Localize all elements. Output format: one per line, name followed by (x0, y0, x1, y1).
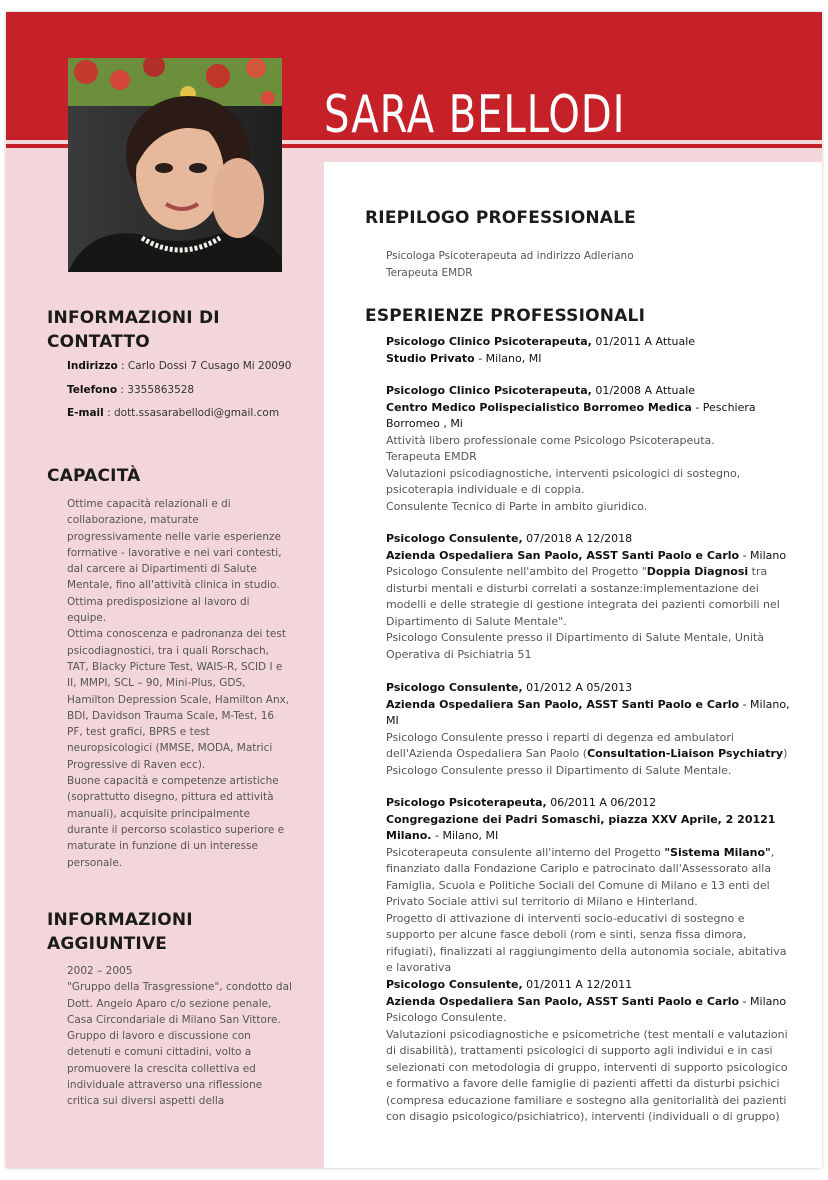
job-description: Valutazioni psicodiagnostiche, interventi psicologici di sostegno, psicoterapia individuale e di coppia. (386, 466, 741, 496)
skills-text (67, 496, 292, 871)
desc-highlight: Doppia Diagnosi (646, 565, 749, 578)
job-dates: 01/2011 A 12/2011 (522, 978, 633, 991)
job-org: Studio Privato (386, 351, 475, 365)
job-dates: 01/2008 A Attuale (591, 384, 696, 397)
job-description: Valutazioni psicodiagnostiche e psicometriche (test mentali e valutazioni di disabilità), trattamenti psicologici di supporto agli individui e in casi selezionati con metodologia di gruppo, interventi di supporto psicologico e formativo a favore delle famiglie di pazienti affetti da disturbi psichici (compresa educazione familiare e sostegno alla genitorialità dei pazienti con disagio psicologico/psichiatrico), interventi (individuali o di gruppo) (386, 1027, 788, 1123)
job-description: Consulente Tecnico di Parte in ambito giuridico. (386, 499, 648, 513)
job-org: Centro Medico Polispecialistico Borromeo Medica (386, 400, 692, 414)
job-dates: 01/2011 A Attuale (591, 335, 696, 348)
job-dates: 07/2018 A 12/2018 (522, 532, 633, 545)
portrait-image (68, 58, 282, 272)
job-description (386, 845, 790, 911)
job-org: Azienda Ospedaliera San Paolo, ASST Santi Paolo e Carlo (386, 548, 740, 562)
skills-heading: CAPACITÀ (47, 466, 141, 486)
job-description: Progetto di attivazione di interventi socio-educativi di sostegno e supporto per alcune fasce deboli (rom e sinti, senza fissa dimora, rifugiati), finalizzati al raggiungimento della autonomia sociale, abitativa e lavorativa (386, 911, 787, 974)
job-description: Terapeuta EMDR (386, 450, 477, 463)
job-org: Azienda Ospedaliera San Paolo, ASST Santi Paolo e Carlo (386, 697, 740, 711)
desc-text: tra disturbi mentali e disturbi correlati a sostanze:implementazione dei modelli e delle strategie di gestione integrata dei pazienti comorbili nel Dipartimento di Salute Mentale". (386, 565, 780, 628)
additional-heading: INFORMAZIONI AGGIUNTIVE (47, 910, 193, 954)
email-value: : dott.ssasarabellodi@gmail.com (103, 407, 280, 419)
job-dates: 06/2011 A 06/2012 (546, 796, 657, 809)
job-description: Psicologo Consulente presso il Dipartimento di Salute Mentale. (386, 763, 732, 777)
profile-photo (68, 58, 282, 272)
additional-paragraph: Gruppo di lavoro e discussione con detenuti e comuni cittadini, volto a promuovere la crescita collettiva ed individuale attraverso una riflessione critica sui diversi aspetti della (67, 1030, 263, 1108)
additional-years: 2002 – 2005 (67, 965, 133, 977)
address-value: : Carlo Dossi 7 Cusago Mi 20090 (117, 360, 292, 372)
job-role: Psicologo Psicoterapeuta, (386, 796, 547, 809)
additional-text (67, 963, 292, 1110)
desc-text: , finanziato dalla Fondazione Cariplo e patrocinato dall'Assessorato alla Famiglia, Scuola e Politiche Sociali del Comune di Milano e 13 enti del Privato Sociale attivi sul territorio di Milano e Hinterland. (386, 845, 775, 908)
experience-entry (386, 531, 790, 663)
job-location: - Milano (739, 994, 787, 1008)
job-role: Psicologo Consulente, (386, 978, 523, 991)
address-label: Indirizzo (67, 360, 118, 372)
job-description: Psicologo Consulente. (386, 1011, 507, 1024)
job-description (386, 730, 790, 763)
job-location: - Milano, MI (431, 829, 499, 842)
email-label: E-mail (67, 407, 104, 419)
job-role: Psicologo Consulente, (386, 681, 523, 694)
job-dates: 01/2012 A 05/2013 (522, 681, 633, 694)
experience-entry (386, 334, 790, 367)
job-location: - Peschiera Borromeo , Mi (386, 400, 756, 430)
skills-paragraph: Buone capacità e competenze artistiche (soprattutto disegno, pittura ed attività manuali), acquisite principalmente durante il percorso scolastico superiore e maturate in funzione di un interesse personale. (67, 775, 285, 869)
job-role: Psicologo Clinico Psicoterapeuta, (386, 384, 592, 397)
job-location: - Milano, MI (386, 697, 790, 727)
experience-entry (386, 977, 790, 1126)
phone-value: : 3355863528 (117, 384, 195, 396)
summary-line: Terapeuta EMDR (386, 266, 473, 279)
contact-email (67, 407, 279, 419)
desc-text: Psicologo Consulente presso i reparti di degenza ed ambulatori dell'Azienda Ospedaliera San Paolo ( (386, 730, 734, 760)
contact-phone (67, 384, 194, 396)
summary-line: Psicologa Psicoterapeuta ad indirizzo Adleriano (386, 250, 634, 262)
skills-paragraph: Ottime capacità relazionali e di collaborazione, maturate progressivamente nelle varie esperienze formative - lavorative e nei vari contesti, dal carcere ai Dipartimenti di Salute Mentale, fino all'attività clinica in studio. Ottima predisposizione al lavoro di equipe. (67, 498, 282, 625)
job-location: - Milano (739, 548, 787, 562)
contact-address (67, 360, 291, 372)
job-description: Attività libero professionale come Psicologo Psicoterapeuta. (386, 433, 715, 447)
experience-entry (386, 795, 790, 977)
summary-text (386, 248, 634, 281)
job-org: Congregazione dei Padri Somaschi, piazza XXV Aprile, 2 20121 Milano. (386, 812, 776, 842)
skills-paragraph: Ottima conoscenza e padronanza dei test psicodiagnostici, tra i quali Rorschach, TAT, Blacky Picture Test, WAIS-R, SCID I e II, MMPI, SCL – 90, Mini-Plus, GDS, Hamilton Depression Scale, Hamilton Anx, BDI, Davidson Trauma Scale, M-Test, 16 PF, test grafici, BPRS e test neuropsicologici (MMSE, MODA, Matrici Progressive di Raven ecc). (67, 628, 290, 771)
resume-page (6, 12, 822, 1168)
job-description: Psicologo Consulente presso il Dipartimento di Salute Mentale, Unità Operativa di Psichiatria 51 (386, 631, 765, 661)
job-org: Azienda Ospedaliera San Paolo, ASST Santi Paolo e Carlo (386, 994, 740, 1008)
job-role: Psicologo Clinico Psicoterapeuta, (386, 335, 592, 348)
experience-entry (386, 680, 790, 779)
experience-entry (386, 383, 790, 515)
contact-heading: INFORMAZIONI DI CONTATTO (47, 308, 220, 352)
phone-label: Telefono (67, 384, 118, 396)
desc-highlight: Consultation-Liaison Psychiatry (587, 747, 784, 760)
desc-text: ) (783, 747, 788, 760)
job-description (386, 564, 790, 630)
desc-text: Psicoterapeuta consulente all'interno del Progetto (386, 845, 665, 859)
job-role: Psicologo Consulente, (386, 532, 523, 545)
job-location: - Milano, MI (474, 351, 542, 365)
desc-highlight: "Sistema Milano" (664, 845, 771, 859)
candidate-name: SARA BELLODI (324, 84, 626, 145)
experience-heading: ESPERIENZE PROFESSIONALI (365, 306, 646, 326)
summary-heading: RIEPILOGO PROFESSIONALE (365, 208, 636, 228)
additional-paragraph: "Gruppo della Trasgressione", condotto dal Dott. Angelo Aparo c/o sezione penale, Casa Circondariale di Milano San Vittore. (67, 981, 292, 1026)
desc-text: Psicologo Consulente nell'ambito del Progetto " (386, 565, 647, 578)
